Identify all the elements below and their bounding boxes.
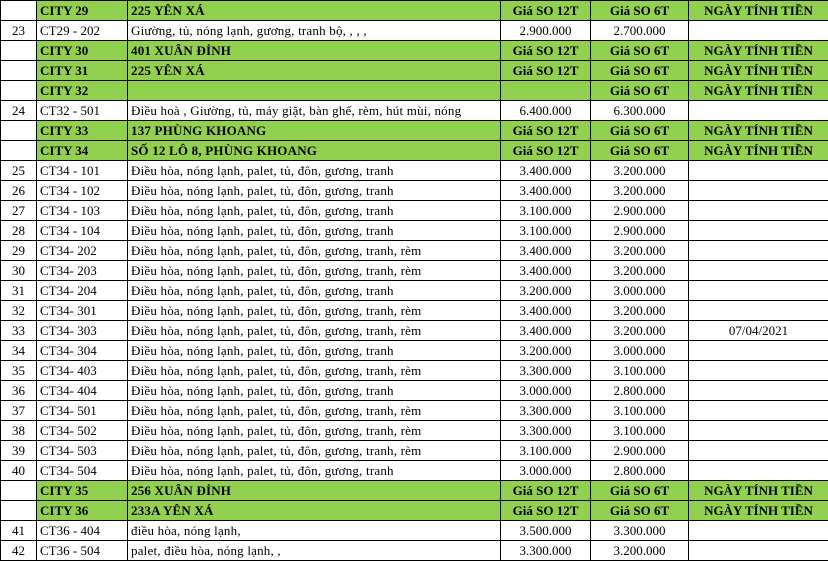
description-cell[interactable]: Điều hòa, nóng lạnh, palet, tủ, đôn, gương, tranh, rèm — [128, 421, 501, 441]
table-row — [1, 361, 828, 381]
price-6-month-cell[interactable]: Giá SO 6T — [591, 141, 689, 161]
price-6-month-cell[interactable]: 3.200.000 — [591, 161, 689, 181]
billing-date-cell[interactable] — [689, 101, 828, 121]
price-6-month-cell[interactable]: 2.900.000 — [591, 441, 689, 461]
billing-date-cell[interactable]: NGÀY TÍNH TIỀN — [689, 501, 828, 521]
description-cell[interactable]: Điều hòa, nóng lạnh, palet, tủ, đôn, gương, tranh, rèm — [128, 301, 501, 321]
room-code-cell[interactable]: CT36 - 504 — [37, 541, 128, 561]
price-12-month-cell[interactable]: 3.200.000 — [501, 281, 591, 301]
description-cell[interactable]: Điều hòa, nóng lạnh, palet, tủ, đôn, gương, tranh, rèm — [128, 241, 501, 261]
row-number-cell[interactable]: 23 — [1, 21, 37, 41]
description-cell[interactable]: Điều hòa, nóng lạnh, palet, tủ, đôn, gương, tranh, rèm — [128, 261, 501, 281]
description-cell[interactable]: 137 PHÙNG KHOANG — [128, 121, 501, 141]
price-6-month-cell[interactable]: Giá SO 6T — [591, 61, 689, 81]
table-row — [1, 321, 828, 341]
row-number-cell[interactable]: 28 — [1, 221, 37, 241]
billing-date-cell[interactable] — [689, 241, 828, 261]
billing-date-cell[interactable] — [689, 181, 828, 201]
price-12-month-cell[interactable]: Giá SO 12T — [501, 501, 591, 521]
price-6-month-cell[interactable]: 3.100.000 — [591, 421, 689, 441]
table-row — [1, 201, 828, 221]
row-number-cell[interactable]: 27 — [1, 201, 37, 221]
price-6-month-cell[interactable]: 3.200.000 — [591, 181, 689, 201]
billing-date-cell[interactable] — [689, 441, 828, 461]
price-6-month-cell[interactable]: Giá SO 6T — [591, 481, 689, 501]
description-cell[interactable]: Điều hòa, nóng lạnh, palet, tủ, đôn, gương, tranh — [128, 381, 501, 401]
row-number-cell[interactable] — [1, 61, 37, 81]
billing-date-cell[interactable] — [689, 201, 828, 221]
row-number-cell[interactable]: 31 — [1, 281, 37, 301]
table-row — [1, 261, 828, 281]
price-6-month-cell[interactable]: Giá SO 6T — [591, 41, 689, 61]
price-6-month-cell[interactable]: 2.800.000 — [591, 381, 689, 401]
row-number-cell[interactable]: 32 — [1, 301, 37, 321]
building-header-row — [1, 81, 828, 101]
price-12-month-cell[interactable]: 3.100.000 — [501, 221, 591, 241]
building-header-row — [1, 121, 828, 141]
billing-date-cell[interactable]: NGÀY TÍNH TIỀN — [689, 61, 828, 81]
price-6-month-cell[interactable]: Giá SO 6T — [591, 501, 689, 521]
price-12-month-cell[interactable]: 3.400.000 — [501, 261, 591, 281]
description-cell[interactable]: palet, điều hòa, nóng lạnh, , — [128, 541, 501, 561]
room-code-cell[interactable]: CT29 - 202 — [37, 21, 128, 41]
room-code-cell[interactable]: CT36 - 404 — [37, 521, 128, 541]
price-12-month-cell[interactable]: 3.400.000 — [501, 181, 591, 201]
row-number-cell[interactable] — [1, 81, 37, 101]
building-header-row — [1, 41, 828, 61]
description-cell[interactable]: Điều hòa, nóng lạnh, palet, tủ, đôn, gương, tranh, rèm — [128, 441, 501, 461]
price-6-month-cell[interactable]: 2.800.000 — [591, 461, 689, 481]
price-12-month-cell[interactable]: 3.200.000 — [501, 341, 591, 361]
table-row — [1, 421, 828, 441]
room-code-cell[interactable]: CT34- 301 — [37, 301, 128, 321]
table-row — [1, 521, 828, 541]
billing-date-cell[interactable]: NGÀY TÍNH TIỀN — [689, 481, 828, 501]
price-6-month-cell[interactable]: 3.300.000 — [591, 521, 689, 541]
price-6-month-cell[interactable]: 3.200.000 — [591, 301, 689, 321]
price-6-month-cell[interactable]: 3.200.000 — [591, 261, 689, 281]
room-code-cell[interactable]: CITY 33 — [37, 121, 128, 141]
billing-date-cell[interactable] — [689, 521, 828, 541]
billing-date-cell[interactable] — [689, 301, 828, 321]
table-row — [1, 281, 828, 301]
room-code-cell[interactable]: CT34- 502 — [37, 421, 128, 441]
building-header-row — [1, 61, 828, 81]
room-code-cell[interactable]: CITY 35 — [37, 481, 128, 501]
row-number-cell[interactable]: 35 — [1, 361, 37, 381]
row-number-cell[interactable] — [1, 141, 37, 161]
price-6-month-cell[interactable]: 2.900.000 — [591, 221, 689, 241]
row-number-cell[interactable]: 40 — [1, 461, 37, 481]
description-cell[interactable]: Điều hòa, nóng lạnh, palet, tủ, đôn, gương, tranh — [128, 181, 501, 201]
room-code-cell[interactable]: CT34- 202 — [37, 241, 128, 261]
row-number-cell[interactable]: 34 — [1, 341, 37, 361]
row-number-cell[interactable] — [1, 501, 37, 521]
room-code-cell[interactable]: CT34- 204 — [37, 281, 128, 301]
price-6-month-cell[interactable]: 2.700.000 — [591, 21, 689, 41]
room-code-cell[interactable]: CT34- 403 — [37, 361, 128, 381]
price-6-month-cell[interactable]: 3.100.000 — [591, 401, 689, 421]
table-row — [1, 541, 828, 561]
room-code-cell[interactable]: CT34 - 101 — [37, 161, 128, 181]
row-number-cell[interactable]: 38 — [1, 421, 37, 441]
billing-date-cell[interactable] — [689, 221, 828, 241]
row-number-cell[interactable]: 24 — [1, 101, 37, 121]
billing-date-cell[interactable] — [689, 381, 828, 401]
row-number-cell[interactable]: 30 — [1, 261, 37, 281]
price-12-month-cell[interactable]: Giá SO 12T — [501, 61, 591, 81]
price-12-month-cell[interactable]: Giá SO 12T — [501, 481, 591, 501]
price-6-month-cell[interactable]: Giá SO 6T — [591, 121, 689, 141]
table-row — [1, 461, 828, 481]
price-12-month-cell[interactable]: 3.400.000 — [501, 241, 591, 261]
building-header-row — [1, 481, 828, 501]
price-12-month-cell[interactable]: 3.300.000 — [501, 361, 591, 381]
description-cell[interactable]: Điều hòa, nóng lạnh, palet, tủ, đôn, gương, tranh — [128, 221, 501, 241]
room-code-cell[interactable]: CITY 36 — [37, 501, 128, 521]
row-number-cell[interactable] — [1, 1, 37, 21]
price-6-month-cell[interactable]: Giá SO 6T — [591, 1, 689, 21]
room-code-cell[interactable]: CITY 31 — [37, 61, 128, 81]
table-row — [1, 381, 828, 401]
price-12-month-cell[interactable]: 6.400.000 — [501, 101, 591, 121]
billing-date-cell[interactable] — [689, 361, 828, 381]
room-code-cell[interactable]: CITY 29 — [37, 1, 128, 21]
table-body — [1, 1, 828, 561]
description-cell[interactable]: Điều hòa, nóng lạnh, palet, tủ, đôn, gương, tranh — [128, 341, 501, 361]
price-12-month-cell[interactable]: 3.400.000 — [501, 161, 591, 181]
description-cell[interactable]: điều hòa, nóng lạnh, — [128, 521, 501, 541]
description-cell[interactable]: Điều hòa, nóng lạnh, palet, tủ, đôn, gương, tranh, rèm — [128, 321, 501, 341]
billing-date-cell[interactable] — [689, 541, 828, 561]
price-6-month-cell[interactable]: 3.000.000 — [591, 341, 689, 361]
room-code-cell[interactable]: CITY 32 — [37, 81, 128, 101]
building-header-row — [1, 1, 828, 21]
description-cell[interactable]: Điều hòa, nóng lạnh, palet, tủ, đôn, gương, tranh, rèm — [128, 361, 501, 381]
row-number-cell[interactable]: 33 — [1, 321, 37, 341]
table-row — [1, 21, 828, 41]
table-row — [1, 161, 828, 181]
row-number-cell[interactable] — [1, 41, 37, 61]
price-6-month-cell[interactable]: 3.000.000 — [591, 281, 689, 301]
price-12-month-cell[interactable]: 2.900.000 — [501, 21, 591, 41]
billing-date-cell[interactable] — [689, 421, 828, 441]
row-number-cell[interactable]: 29 — [1, 241, 37, 261]
billing-date-cell[interactable] — [689, 21, 828, 41]
price-12-month-cell[interactable]: 3.000.000 — [501, 461, 591, 481]
price-6-month-cell[interactable]: 3.200.000 — [591, 241, 689, 261]
room-code-cell[interactable]: CT34- 504 — [37, 461, 128, 481]
room-code-cell[interactable]: CT34 - 102 — [37, 181, 128, 201]
table-row — [1, 341, 828, 361]
description-cell[interactable]: 233A YÊN XÁ — [128, 501, 501, 521]
price-12-month-cell[interactable] — [501, 81, 591, 101]
room-code-cell[interactable]: CT34 - 103 — [37, 201, 128, 221]
price-12-month-cell[interactable]: 3.300.000 — [501, 421, 591, 441]
description-cell[interactable]: Điều hòa, nóng lạnh, palet, tủ, đôn, gương, tranh — [128, 161, 501, 181]
row-number-cell[interactable] — [1, 121, 37, 141]
table-row — [1, 241, 828, 261]
row-number-cell[interactable]: 39 — [1, 441, 37, 461]
room-code-cell[interactable]: CT34- 203 — [37, 261, 128, 281]
billing-date-cell[interactable]: 07/04/2021 — [689, 321, 828, 341]
description-cell[interactable]: Điều hòa, nóng lạnh, palet, tủ, đôn, gương, tranh, rèm — [128, 401, 501, 421]
table-row — [1, 101, 828, 121]
price-12-month-cell[interactable]: 3.300.000 — [501, 541, 591, 561]
price-12-month-cell[interactable]: Giá SO 12T — [501, 121, 591, 141]
row-number-cell[interactable]: 42 — [1, 541, 37, 561]
description-cell[interactable]: Điều hòa, nóng lạnh, palet, tủ, đôn, gương, tranh — [128, 461, 501, 481]
price-6-month-cell[interactable]: 6.300.000 — [591, 101, 689, 121]
billing-date-cell[interactable] — [689, 261, 828, 281]
room-code-cell[interactable]: CITY 34 — [37, 141, 128, 161]
billing-date-cell[interactable]: NGÀY TÍNH TIỀN — [689, 41, 828, 61]
description-cell[interactable]: Điều hoà , Giường, tủ, máy giặt, bàn ghế, rèm, hút mùi, nóng — [128, 101, 501, 121]
table-row — [1, 301, 828, 321]
row-number-cell[interactable]: 26 — [1, 181, 37, 201]
room-code-cell[interactable]: CT34- 501 — [37, 401, 128, 421]
room-code-cell[interactable]: CT34- 303 — [37, 321, 128, 341]
description-cell[interactable]: 256 XUÂN ĐỈNH — [128, 481, 501, 501]
price-12-month-cell[interactable]: Giá SO 12T — [501, 1, 591, 21]
room-code-cell[interactable]: CT34- 304 — [37, 341, 128, 361]
billing-date-cell[interactable]: NGÀY TÍNH TIỀN — [689, 141, 828, 161]
price-12-month-cell[interactable]: 3.300.000 — [501, 401, 591, 421]
price-6-month-cell[interactable]: 3.200.000 — [591, 541, 689, 561]
description-cell[interactable]: 401 XUÂN ĐỈNH — [128, 41, 501, 61]
description-cell[interactable]: Điều hòa, nóng lạnh, palet, tủ, đôn, gương, tranh — [128, 201, 501, 221]
table-row — [1, 181, 828, 201]
room-code-cell[interactable]: CT34 - 104 — [37, 221, 128, 241]
price-12-month-cell[interactable]: 3.500.000 — [501, 521, 591, 541]
room-code-cell[interactable]: CT34- 404 — [37, 381, 128, 401]
table-row — [1, 221, 828, 241]
row-number-cell[interactable]: 41 — [1, 521, 37, 541]
room-code-cell[interactable]: CITY 30 — [37, 41, 128, 61]
billing-date-cell[interactable] — [689, 461, 828, 481]
description-cell[interactable]: 225 YÊN XÁ — [128, 61, 501, 81]
row-number-cell[interactable]: 25 — [1, 161, 37, 181]
billing-date-cell[interactable]: NGÀY TÍNH TIỀN — [689, 1, 828, 21]
billing-date-cell[interactable]: NGÀY TÍNH TIỀN — [689, 81, 828, 101]
row-number-cell[interactable]: 36 — [1, 381, 37, 401]
price-6-month-cell[interactable]: Giá SO 6T — [591, 81, 689, 101]
description-cell[interactable]: Điều hòa, nóng lạnh, palet, tủ, đôn, gương, tranh — [128, 281, 501, 301]
price-12-month-cell[interactable]: 3.100.000 — [501, 201, 591, 221]
price-6-month-cell[interactable]: 2.900.000 — [591, 201, 689, 221]
description-cell[interactable]: SỐ 12 LÔ 8, PHÙNG KHOANG — [128, 141, 501, 161]
price-12-month-cell[interactable]: 3.100.000 — [501, 441, 591, 461]
price-12-month-cell[interactable]: 3.400.000 — [501, 321, 591, 341]
billing-date-cell[interactable]: NGÀY TÍNH TIỀN — [689, 121, 828, 141]
price-12-month-cell[interactable]: Giá SO 12T — [501, 41, 591, 61]
row-number-cell[interactable]: 37 — [1, 401, 37, 421]
billing-date-cell[interactable] — [689, 401, 828, 421]
room-code-cell[interactable]: CT34- 503 — [37, 441, 128, 461]
table-row — [1, 441, 828, 461]
price-6-month-cell[interactable]: 3.100.000 — [591, 361, 689, 381]
description-cell[interactable]: Giường, tủ, nóng lạnh, gương, tranh bộ, , , , — [128, 21, 501, 41]
building-header-row — [1, 501, 828, 521]
building-header-row — [1, 141, 828, 161]
billing-date-cell[interactable] — [689, 341, 828, 361]
price-12-month-cell[interactable]: 3.000.000 — [501, 381, 591, 401]
billing-date-cell[interactable] — [689, 161, 828, 181]
price-12-month-cell[interactable]: 3.400.000 — [501, 301, 591, 321]
description-cell[interactable] — [128, 81, 501, 101]
price-12-month-cell[interactable]: Giá SO 12T — [501, 141, 591, 161]
table-row — [1, 401, 828, 421]
description-cell[interactable]: 225 YÊN XÁ — [128, 1, 501, 21]
price-6-month-cell[interactable]: 3.200.000 — [591, 321, 689, 341]
room-code-cell[interactable]: CT32 - 501 — [37, 101, 128, 121]
row-number-cell[interactable] — [1, 481, 37, 501]
billing-date-cell[interactable] — [689, 281, 828, 301]
